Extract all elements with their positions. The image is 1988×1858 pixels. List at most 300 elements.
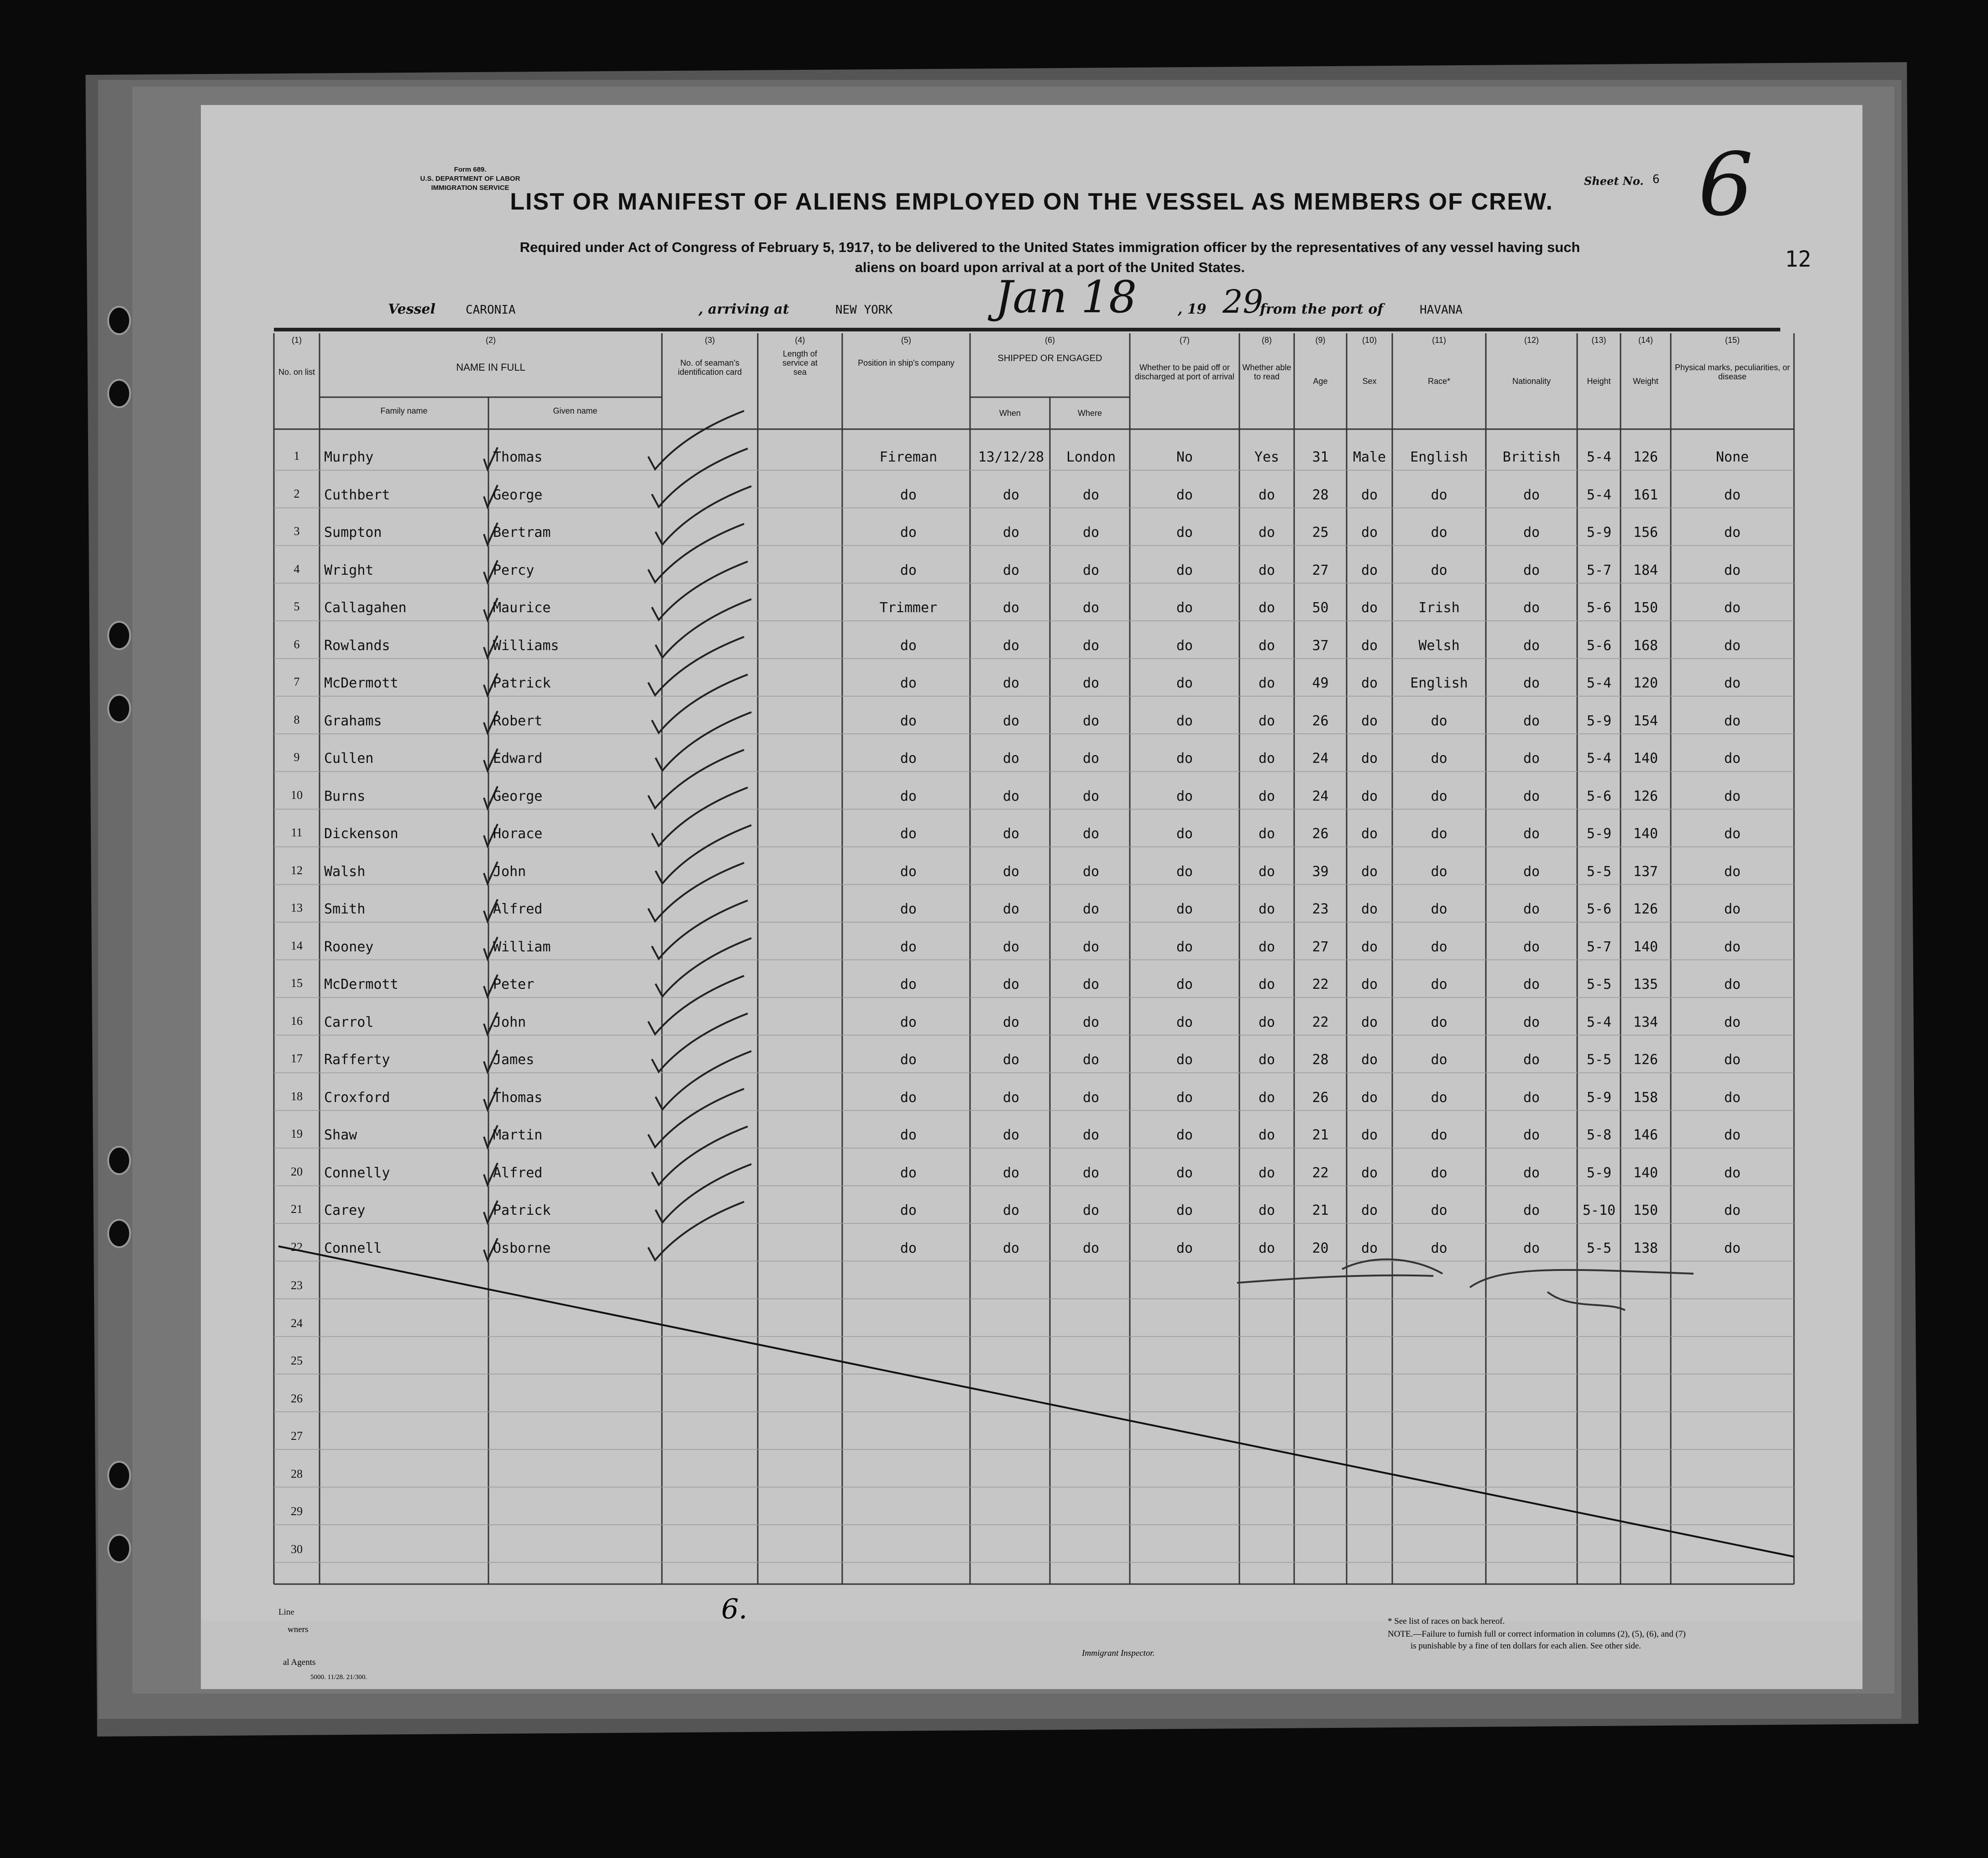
age: 25: [1312, 525, 1329, 541]
height: 5-6: [1586, 600, 1612, 616]
sex: do: [1361, 713, 1378, 729]
binder-hole: [107, 1146, 131, 1175]
col-number: (13): [1591, 336, 1606, 345]
family-name: Rafferty: [324, 1052, 390, 1068]
sex: do: [1361, 1127, 1378, 1143]
position: Fireman: [879, 449, 938, 465]
col-label: Height: [1587, 377, 1611, 386]
weight: 150: [1633, 1202, 1658, 1218]
col-number: (8): [1262, 336, 1272, 345]
nationality: do: [1523, 600, 1540, 616]
shipped-where: do: [1082, 600, 1100, 616]
sex: do: [1361, 1052, 1378, 1068]
physical-marks: do: [1724, 1014, 1741, 1030]
sex: do: [1361, 826, 1378, 842]
height: 5-5: [1586, 863, 1612, 880]
print-code: 5000. 11/28. 21/300.: [310, 1674, 367, 1681]
family-name: Cullen: [324, 751, 374, 766]
able-to-read: do: [1258, 487, 1275, 503]
race: English: [1410, 675, 1468, 691]
col-1-header: [274, 336, 320, 377]
height: 5-6: [1586, 901, 1612, 917]
col-label: Whether to be paid off or discharged at port of arrival: [1134, 363, 1235, 381]
race: do: [1431, 1014, 1448, 1030]
row-number: 28: [291, 1467, 303, 1480]
family-name: Smith: [324, 901, 366, 917]
physical-marks: do: [1724, 525, 1741, 541]
sex: do: [1361, 751, 1378, 766]
col-number: (15): [1725, 336, 1740, 345]
position: do: [900, 1089, 917, 1106]
weight: 126: [1633, 788, 1658, 804]
age: 26: [1312, 826, 1329, 842]
sex: do: [1361, 1089, 1378, 1106]
able-to-read: do: [1258, 901, 1275, 917]
shipped-where: do: [1082, 863, 1100, 880]
physical-marks: do: [1724, 637, 1741, 654]
able-to-read: do: [1258, 751, 1275, 766]
age: 50: [1312, 600, 1329, 616]
col-number: (10): [1362, 336, 1377, 345]
shipped-when: do: [1002, 525, 1020, 541]
arrival-port: NEW YORK: [835, 303, 893, 317]
weight: 140: [1633, 751, 1658, 766]
shipped-where: do: [1082, 976, 1100, 992]
shipped-where: do: [1082, 525, 1100, 541]
position: do: [900, 713, 917, 729]
paid-off: do: [1176, 1014, 1193, 1030]
height: 5-10: [1582, 1202, 1616, 1218]
col-number: (14): [1638, 336, 1653, 345]
given-name: George: [493, 487, 543, 503]
height: 5-5: [1586, 1240, 1612, 1256]
family-name: Wright: [324, 562, 374, 578]
height: 5-4: [1586, 751, 1612, 766]
shipped-when: do: [1002, 562, 1020, 578]
paid-off: No: [1176, 449, 1193, 465]
weight: 126: [1633, 449, 1658, 465]
age: 22: [1312, 976, 1329, 992]
races-footnote: * See list of races on back hereof.: [1388, 1617, 1505, 1626]
physical-marks: do: [1724, 788, 1741, 804]
shipped-when: do: [1002, 751, 1020, 766]
race: do: [1431, 863, 1448, 880]
binder-hole: [107, 306, 131, 335]
family-name: Sumpton: [324, 525, 382, 541]
col-label: No. on list: [278, 367, 315, 377]
position: do: [900, 1202, 917, 1218]
shipped-when: do: [1002, 1089, 1020, 1106]
age: 23: [1312, 901, 1329, 917]
height: 5-7: [1586, 562, 1612, 578]
position: do: [900, 1240, 917, 1256]
family-name: Murphy: [324, 449, 374, 465]
col-label: Physical marks, peculiarities, or disease: [1674, 363, 1790, 381]
row-number: 13: [291, 901, 303, 914]
col-number: (12): [1524, 336, 1539, 345]
age: 24: [1312, 788, 1329, 804]
given-name: Williams: [493, 637, 559, 654]
physical-marks: do: [1724, 562, 1741, 578]
shipped-when: do: [1002, 1127, 1020, 1143]
col-label: Age: [1313, 377, 1328, 386]
col-label: Whether able to read: [1242, 363, 1291, 381]
physical-marks: do: [1724, 976, 1741, 992]
shipped-where: do: [1082, 1052, 1100, 1068]
position: do: [900, 939, 917, 955]
col-9-header: [1294, 336, 1347, 386]
col-7-header: [1130, 336, 1239, 381]
shipped-when: do: [1002, 863, 1020, 880]
binder-hole: [107, 1461, 131, 1490]
race: do: [1431, 562, 1448, 578]
physical-marks: do: [1724, 1240, 1741, 1256]
weight: 150: [1633, 600, 1658, 616]
paid-off: do: [1176, 751, 1193, 766]
position: do: [900, 1127, 917, 1143]
given-name: George: [493, 788, 543, 804]
col-label: Sex: [1362, 377, 1377, 386]
binder-hole: [107, 1534, 131, 1563]
footer-handwritten-six: 6.: [721, 1593, 748, 1625]
nationality: do: [1523, 1014, 1540, 1030]
race: do: [1431, 901, 1448, 917]
nationality: do: [1523, 562, 1540, 578]
physical-marks: do: [1724, 713, 1741, 729]
able-to-read: do: [1258, 788, 1275, 804]
col-label: NAME IN FULL: [456, 362, 525, 373]
paid-off: do: [1176, 901, 1193, 917]
paid-off: do: [1176, 562, 1193, 578]
row-number: 10: [291, 788, 303, 802]
col-12-header: [1486, 336, 1577, 386]
family-name: Carey: [324, 1202, 366, 1218]
paid-off: do: [1176, 1127, 1193, 1143]
height: 5-7: [1586, 939, 1612, 955]
row-number: 26: [291, 1391, 303, 1405]
given-name: Percy: [493, 562, 535, 578]
weight: 140: [1633, 939, 1658, 955]
nationality: do: [1523, 1240, 1540, 1256]
col-13-header: [1577, 336, 1621, 386]
sex: do: [1361, 939, 1378, 955]
paid-off: do: [1176, 1165, 1193, 1181]
shipped-when: do: [1002, 939, 1020, 955]
family-name: Rooney: [324, 939, 374, 955]
able-to-read: do: [1258, 939, 1275, 955]
nationality: do: [1523, 939, 1540, 955]
shipped-when: do: [1002, 713, 1020, 729]
shipped-where: do: [1082, 939, 1100, 955]
row-number: 14: [291, 939, 303, 952]
row-number: 22: [291, 1240, 303, 1254]
paid-off: do: [1176, 1052, 1193, 1068]
shipped-where: do: [1082, 826, 1100, 842]
race: do: [1431, 487, 1448, 503]
height: 5-9: [1586, 713, 1612, 729]
given-name: Peter: [493, 976, 535, 992]
row-number: 20: [291, 1165, 303, 1178]
race: do: [1431, 939, 1448, 955]
paid-off: do: [1176, 863, 1193, 880]
manifest-page: [201, 105, 1862, 1621]
department-name: U.S. DEPARTMENT OF LABOR: [420, 175, 520, 183]
family-name: Rowlands: [324, 637, 390, 654]
race: do: [1431, 1202, 1448, 1218]
height: 5-9: [1586, 525, 1612, 541]
able-to-read: do: [1258, 675, 1275, 691]
footer-line-label: Line: [278, 1607, 294, 1617]
year-prefix: , 19: [1178, 301, 1206, 317]
nationality: do: [1523, 788, 1540, 804]
weight: 137: [1633, 863, 1658, 880]
col-label: Race*: [1427, 377, 1451, 386]
cancel-strike-line: [278, 1246, 1794, 1557]
row-number: 4: [294, 562, 300, 576]
form-number: Form 689.: [454, 166, 487, 173]
subtitle-line-1: Required under Act of Congress of February 5, 1917, to be delivered to the United States immigration officer by the representatives of any vessel having such: [519, 239, 1580, 255]
family-name: McDermott: [324, 675, 399, 691]
position: do: [900, 525, 917, 541]
given-name: Patrick: [493, 675, 551, 691]
height: 5-6: [1586, 637, 1612, 654]
shipped-where: London: [1066, 449, 1116, 465]
shipped-where: do: [1082, 788, 1100, 804]
race: do: [1431, 976, 1448, 992]
given-name: Maurice: [493, 600, 551, 616]
col-number: (5): [901, 336, 911, 345]
sex: do: [1361, 901, 1378, 917]
sex: do: [1361, 1240, 1378, 1256]
col-label: Nationality: [1512, 377, 1551, 386]
shipped-where: do: [1082, 637, 1100, 654]
physical-marks: do: [1724, 1165, 1741, 1181]
age: 49: [1312, 675, 1329, 691]
physical-marks: do: [1724, 863, 1741, 880]
family-name: Callagahen: [324, 600, 407, 616]
shipped-when: do: [1002, 1165, 1020, 1181]
race: do: [1431, 788, 1448, 804]
family-name: Croxford: [324, 1089, 390, 1106]
nationality: do: [1523, 976, 1540, 992]
given-name: Thomas: [493, 1089, 543, 1106]
weight: 158: [1633, 1089, 1658, 1106]
col-11-header: [1392, 336, 1486, 386]
race: do: [1431, 826, 1448, 842]
weight: 120: [1633, 675, 1658, 691]
shipped-when: do: [1002, 675, 1020, 691]
row-number: 15: [291, 976, 303, 990]
age: 24: [1312, 751, 1329, 766]
height: 5-9: [1586, 1089, 1612, 1106]
physical-marks: do: [1724, 675, 1741, 691]
row-number: 19: [291, 1127, 303, 1140]
from-port: HAVANA: [1420, 303, 1463, 317]
given-name: Osborne: [493, 1240, 551, 1256]
row-number: 7: [294, 675, 300, 688]
vessel-label: Vessel: [388, 301, 435, 317]
col-4-header: [758, 336, 842, 377]
row-number: 9: [294, 751, 300, 764]
position: do: [900, 901, 917, 917]
race: English: [1410, 449, 1468, 465]
binder-hole: [107, 379, 131, 408]
age: 21: [1312, 1127, 1329, 1143]
shipped-when: do: [1002, 637, 1020, 654]
nationality: do: [1523, 487, 1540, 503]
sheet-number-handwritten: 6: [1698, 134, 1753, 235]
shipped-where: do: [1082, 562, 1100, 578]
row-number: 29: [291, 1505, 303, 1518]
height: 5-4: [1586, 675, 1612, 691]
row-number: 11: [291, 826, 303, 839]
year-handwritten: 29: [1222, 283, 1264, 320]
weight: 134: [1633, 1014, 1658, 1030]
position: Trimmer: [879, 600, 938, 616]
row-number: 8: [294, 713, 300, 726]
age: 22: [1312, 1014, 1329, 1030]
able-to-read: do: [1258, 976, 1275, 992]
family-name: Shaw: [324, 1127, 357, 1143]
able-to-read: do: [1258, 713, 1275, 729]
given-name-header: Given name: [553, 406, 598, 415]
shipped-where: do: [1082, 901, 1100, 917]
row-number: 1: [294, 449, 300, 462]
col-number: (6): [1045, 336, 1055, 345]
signature-scrawl: [1547, 1292, 1625, 1310]
age: 28: [1312, 487, 1329, 503]
sheet-label: Sheet No.: [1584, 174, 1644, 188]
height: 5-4: [1586, 449, 1612, 465]
col-number: (7): [1180, 336, 1190, 345]
sex: do: [1361, 863, 1378, 880]
row-number: 5: [294, 600, 300, 613]
nationality: do: [1523, 1127, 1540, 1143]
weight: 146: [1633, 1127, 1658, 1143]
given-name: Thomas: [493, 449, 543, 465]
binder-hole: [107, 694, 131, 723]
weight: 126: [1633, 901, 1658, 917]
shipped-when: 13/12/28: [978, 449, 1044, 465]
sex: do: [1361, 487, 1378, 503]
weight: 126: [1633, 1052, 1658, 1068]
ruled-grid: [201, 105, 1862, 1621]
shipped-when: do: [1002, 1014, 1020, 1030]
weight: 140: [1633, 826, 1658, 842]
nationality: do: [1523, 1202, 1540, 1218]
family-name: Connell: [324, 1240, 382, 1256]
shipped-when: do: [1002, 1052, 1020, 1068]
footer-agents-label: al Agents: [283, 1658, 316, 1667]
sex: do: [1361, 1165, 1378, 1181]
paid-off: do: [1176, 826, 1193, 842]
arrival-date-handwritten: Jan 18: [995, 272, 1137, 323]
footer-owners-label: wners: [288, 1625, 309, 1634]
col-number: (4): [795, 336, 805, 345]
sex: Male: [1353, 449, 1386, 465]
physical-marks: do: [1724, 600, 1741, 616]
physical-marks: do: [1724, 487, 1741, 503]
signature-scrawl: [1237, 1260, 1694, 1287]
given-name: Horace: [493, 826, 543, 842]
shipped-where: do: [1082, 1165, 1100, 1181]
weight: 184: [1633, 562, 1658, 578]
physical-marks: do: [1724, 751, 1741, 766]
col-15-header: [1671, 336, 1794, 381]
position: do: [900, 1052, 917, 1068]
col-5-header: [842, 336, 970, 367]
race: do: [1431, 1165, 1448, 1181]
age: 26: [1312, 713, 1329, 729]
age: 37: [1312, 637, 1329, 654]
sex: do: [1361, 788, 1378, 804]
height: 5-4: [1586, 487, 1612, 503]
nationality: British: [1502, 449, 1561, 465]
position: do: [900, 1014, 917, 1030]
row-number: 21: [291, 1202, 303, 1216]
age: 27: [1312, 562, 1329, 578]
able-to-read: do: [1258, 1052, 1275, 1068]
race: do: [1431, 1052, 1448, 1068]
able-to-read: do: [1258, 1202, 1275, 1218]
col-2-header: [320, 336, 662, 372]
age: 31: [1312, 449, 1329, 465]
physical-marks: do: [1724, 1052, 1741, 1068]
arriving-label: , arriving at: [698, 301, 789, 317]
race: Welsh: [1418, 637, 1460, 654]
row-number: 3: [294, 525, 300, 538]
shipped-when-header: When: [999, 409, 1021, 418]
penalty-note-1: NOTE.—Failure to furnish full or correct information in columns (2), (5), (6), and (7): [1388, 1629, 1686, 1639]
paid-off: do: [1176, 976, 1193, 992]
height: 5-9: [1586, 826, 1612, 842]
col-label: No. of seaman's identification card: [677, 358, 742, 377]
given-name: Edward: [493, 751, 543, 766]
age: 27: [1312, 939, 1329, 955]
height: 5-4: [1586, 1014, 1612, 1030]
weight: 161: [1633, 487, 1658, 503]
sex: do: [1361, 675, 1378, 691]
family-name-header: Family name: [380, 406, 428, 415]
shipped-when: do: [1002, 487, 1020, 503]
given-name: Alfred: [493, 1165, 543, 1181]
race: do: [1431, 1240, 1448, 1256]
physical-marks: do: [1724, 901, 1741, 917]
physical-marks: None: [1715, 449, 1749, 465]
physical-marks: do: [1724, 1202, 1741, 1218]
able-to-read: do: [1258, 637, 1275, 654]
shipped-where: do: [1082, 713, 1100, 729]
position: do: [900, 1165, 917, 1181]
paid-off: do: [1176, 637, 1193, 654]
shipped-when: do: [1002, 976, 1020, 992]
physical-marks: do: [1724, 1089, 1741, 1106]
age: 28: [1312, 1052, 1329, 1068]
age: 21: [1312, 1202, 1329, 1218]
race: do: [1431, 1089, 1448, 1106]
row-number: 27: [291, 1429, 303, 1443]
race: Irish: [1418, 600, 1460, 616]
age: 39: [1312, 863, 1329, 880]
able-to-read: do: [1258, 1240, 1275, 1256]
family-name: Dickenson: [324, 826, 399, 842]
given-name: John: [493, 863, 526, 880]
paid-off: do: [1176, 1202, 1193, 1218]
page-title: LIST OR MANIFEST OF ALIENS EMPLOYED ON THE VESSEL AS MEMBERS OF CREW.: [510, 189, 1553, 215]
given-name: John: [493, 1014, 526, 1030]
penalty-note-2: is punishable by a fine of ten dollars for each alien. See other side.: [1411, 1641, 1641, 1651]
paid-off: do: [1176, 600, 1193, 616]
